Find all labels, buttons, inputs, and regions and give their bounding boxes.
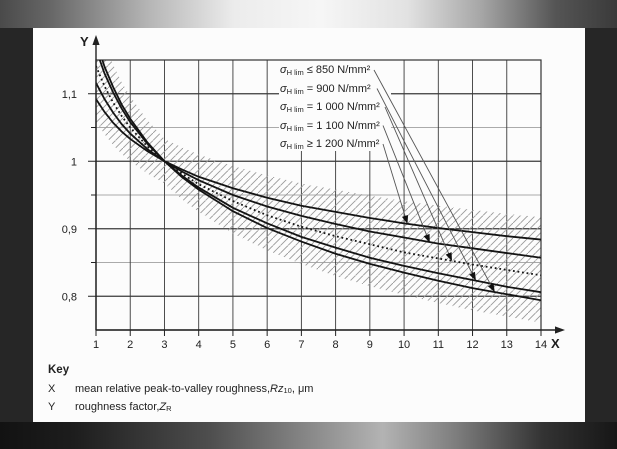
sigma-symbol: σ <box>280 138 287 150</box>
x-tick-label: 11 <box>432 339 445 351</box>
key-block <box>48 364 314 413</box>
sigma-symbol: σ <box>280 119 287 132</box>
legend-row-sigma_Hlim_ge_1200 <box>280 135 380 154</box>
x-tick-label: 14 <box>534 339 548 351</box>
x-tick-label: 8 <box>332 339 339 351</box>
sigma-subscript: H lim <box>286 142 304 151</box>
key-line-y <box>48 401 172 413</box>
x-tick-label: 2 <box>127 339 134 351</box>
x-tick-label: 3 <box>161 339 168 351</box>
y-tick-label: 1 <box>70 156 77 169</box>
legend-value-text: = 1 000 N/mm² <box>303 101 380 113</box>
x-tick-label: 5 <box>229 339 236 351</box>
sigma-subscript: H lim <box>286 105 304 114</box>
x-axis-arrow-icon <box>555 326 565 333</box>
key-line-x <box>48 383 313 395</box>
y-axis-arrow-icon <box>92 35 99 45</box>
y-tick-label: 1,1 <box>61 88 77 101</box>
chart-legend <box>280 60 380 154</box>
legend-row-sigma_Hlim_le_850 <box>280 61 380 80</box>
sigma-symbol: σ <box>280 82 287 95</box>
legend-value-text: ≤ 850 N/mm² <box>303 64 371 76</box>
y-axis-label: Y <box>80 34 89 49</box>
key-text-segment: R <box>166 404 172 413</box>
frame-gradient-top <box>0 0 617 28</box>
x-tick-label: 13 <box>500 339 513 351</box>
x-tick-label: 1 <box>92 339 100 351</box>
frame-gradient-bottom <box>0 422 617 449</box>
y-tick-label: 0,9 <box>61 223 77 236</box>
sigma-subscript: H lim <box>286 86 304 96</box>
legend-value-text: = 900 N/mm² <box>303 82 371 95</box>
legend-value-text: = 1 100 N/mm² <box>303 119 380 132</box>
x-tick-label: 4 <box>195 339 202 351</box>
key-symbol: X <box>48 383 56 395</box>
x-tick-label: 12 <box>466 339 479 351</box>
key-text-segment: mean relative peak-to-valley roughness, <box>75 383 271 395</box>
key-text-segment: roughness factor, <box>75 401 160 413</box>
x-tick-label: 9 <box>366 339 373 351</box>
x-axis-label: X <box>551 336 560 351</box>
x-tick-label: 7 <box>298 339 305 351</box>
sigma-symbol: σ <box>280 101 287 113</box>
key-text-segment: Rz <box>270 383 284 395</box>
sigma-symbol: σ <box>280 64 287 76</box>
key-text-segment: 10 <box>283 386 292 395</box>
legend-row-sigma_Hlim_1100 <box>280 117 380 136</box>
document-page <box>33 28 585 422</box>
y-tick-label: 0,8 <box>61 291 77 304</box>
legend-row-sigma_Hlim_900 <box>280 80 380 99</box>
key-text-segment: , μm <box>291 383 314 395</box>
key-title: Key <box>48 364 70 376</box>
legend-value-text: ≥ 1 200 N/mm² <box>303 138 380 150</box>
sigma-subscript: H lim <box>286 123 304 133</box>
key-text-segment: Z <box>159 401 167 413</box>
x-tick-label: 6 <box>264 339 271 351</box>
sigma-subscript: H lim <box>286 68 304 77</box>
x-tick-label: 10 <box>397 339 411 351</box>
key-symbol: Y <box>48 401 56 413</box>
legend-row-sigma_Hlim_1000 <box>280 98 380 117</box>
